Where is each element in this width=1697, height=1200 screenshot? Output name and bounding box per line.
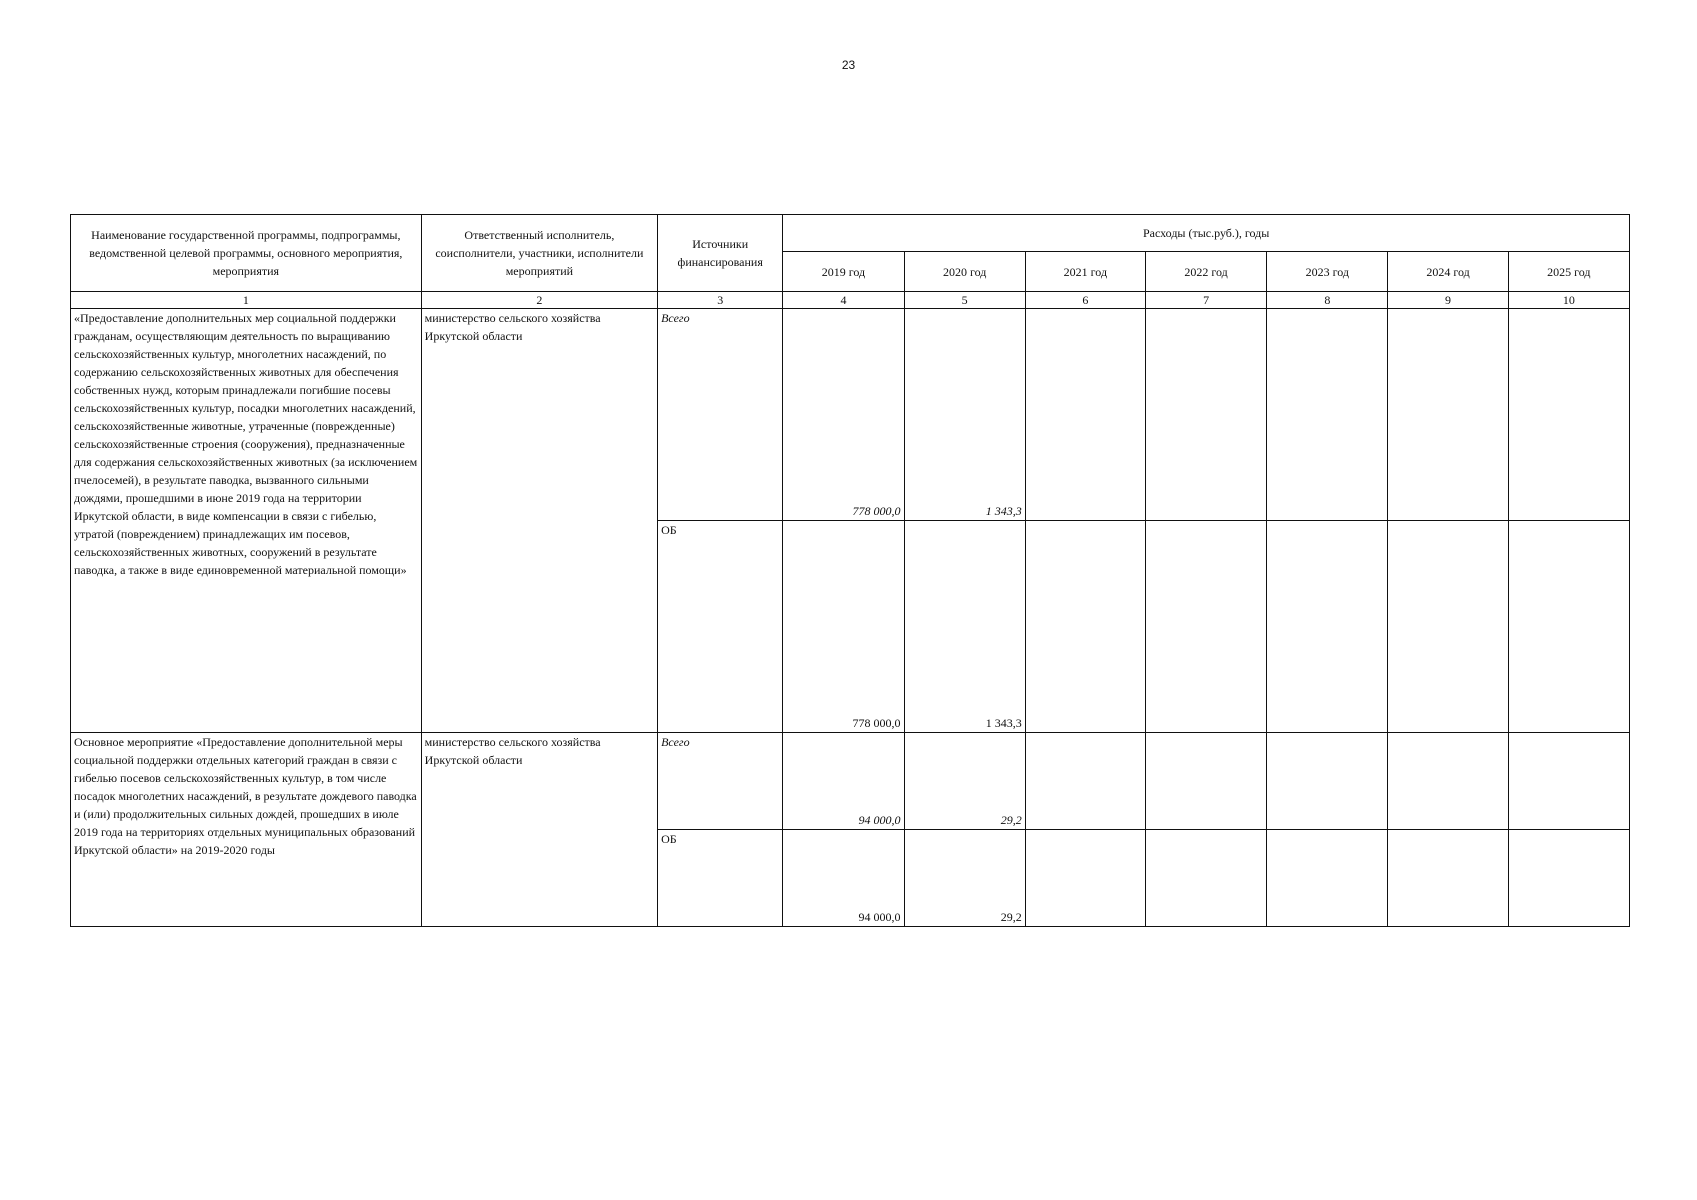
column-number: 8: [1267, 292, 1388, 309]
value-2021: [1025, 309, 1145, 521]
page-number: 23: [841, 58, 856, 72]
value-2024: [1388, 309, 1508, 521]
column-number: 6: [1025, 292, 1145, 309]
value-2023: [1267, 309, 1388, 521]
value-2021: [1025, 733, 1145, 830]
column-number-row: [71, 292, 1630, 309]
value-2023: [1267, 733, 1388, 830]
column-number: 5: [904, 292, 1025, 309]
value-2023: [1267, 830, 1388, 927]
header-year-2025: 2025 год: [1508, 252, 1629, 292]
header-year-2019: 2019 год: [783, 252, 904, 292]
column-number: 1: [71, 292, 422, 309]
value-2019: 94 000,0: [783, 830, 904, 927]
value-2020: 1 343,3: [904, 521, 1025, 733]
header-year-2024: 2024 год: [1388, 252, 1508, 292]
executor-cell: министерство сельского хозяйства Иркутской области: [421, 733, 657, 927]
table-row: [71, 733, 1630, 830]
value-2022: [1145, 521, 1266, 733]
program-name-cell: Основное мероприятие «Предоставление дополнительной меры социальной поддержки отдельных категорий граждан в связи с гибелью посевов сельскохозяйственных культур, в том числе посадок многолетних насаждений, в результате дождевого паводка и (или) продолжительных сильных дождей, прошедших в июле 2019 года на территориях отдельных муниципальных образований Иркутской области» на 2019-2020 годы: [71, 733, 422, 927]
column-number: 4: [783, 292, 904, 309]
funding-source-ob: ОБ: [658, 830, 783, 927]
column-number: 7: [1145, 292, 1266, 309]
header-row-top: [71, 215, 1630, 252]
value-2019: 778 000,0: [783, 309, 904, 521]
value-2019: 94 000,0: [783, 733, 904, 830]
value-2022: [1145, 733, 1266, 830]
column-number: 3: [658, 292, 783, 309]
value-2020: 29,2: [904, 733, 1025, 830]
header-year-2023: 2023 год: [1267, 252, 1388, 292]
header-year-2022: 2022 год: [1145, 252, 1266, 292]
value-2020: 29,2: [904, 830, 1025, 927]
table-row: [71, 309, 1630, 521]
value-2025: [1508, 830, 1629, 927]
column-number: 9: [1388, 292, 1508, 309]
program-name-cell: «Предоставление дополнительных мер социальной поддержки гражданам, осуществляющим деятельность по выращиванию сельскохозяйственных культур, многолетних насаждений, по содержанию сельскохозяйственных животных для обеспечения собственных нужд, которым принадлежали погибшие посевы сельскохозяйственных культур, посадки многолетних насаждений, сельскохозяйственные животные, утраченные (поврежденные) сельскохозяйственные строения (сооружения), предназначенные для содержания сельскохозяйственных животных (за исключением пчелосемей), в результате паводка, вызванного сильными дождями, прошедшими в июне 2019 года на территории Иркутской области, в виде компенсации в связи с гибелью, утратой (повреждением) принадлежащих им посевов, сельскохозяйственных животных, сооружений в результате паводка, а также в виде единовременной материальной помощи»: [71, 309, 422, 733]
column-number: 10: [1508, 292, 1629, 309]
value-2023: [1267, 521, 1388, 733]
executor-cell: министерство сельского хозяйства Иркутской области: [421, 309, 657, 733]
value-2021: [1025, 521, 1145, 733]
value-2020: 1 343,3: [904, 309, 1025, 521]
value-2025: [1508, 309, 1629, 521]
funding-source-total: Всего: [658, 309, 783, 521]
header-executor: Ответственный исполнитель, соисполнители, участники, исполнители мероприятий: [421, 215, 657, 292]
value-2019: 778 000,0: [783, 521, 904, 733]
header-year-2021: 2021 год: [1025, 252, 1145, 292]
value-2024: [1388, 521, 1508, 733]
header-expenses: Расходы (тыс.руб.), годы: [783, 215, 1630, 252]
value-2022: [1145, 309, 1266, 521]
funding-source-ob: ОБ: [658, 521, 783, 733]
column-number: 2: [421, 292, 657, 309]
value-2024: [1388, 830, 1508, 927]
value-2024: [1388, 733, 1508, 830]
budget-table: [70, 214, 1630, 927]
header-funding-sources: Источники финансирования: [658, 215, 783, 292]
value-2021: [1025, 830, 1145, 927]
header-year-2020: 2020 год: [904, 252, 1025, 292]
funding-source-total: Всего: [658, 733, 783, 830]
header-program-name: Наименование государственной программы, подпрограммы, ведомственной целевой программы, основного мероприятия, мероприятия: [71, 215, 422, 292]
value-2025: [1508, 521, 1629, 733]
value-2025: [1508, 733, 1629, 830]
value-2022: [1145, 830, 1266, 927]
